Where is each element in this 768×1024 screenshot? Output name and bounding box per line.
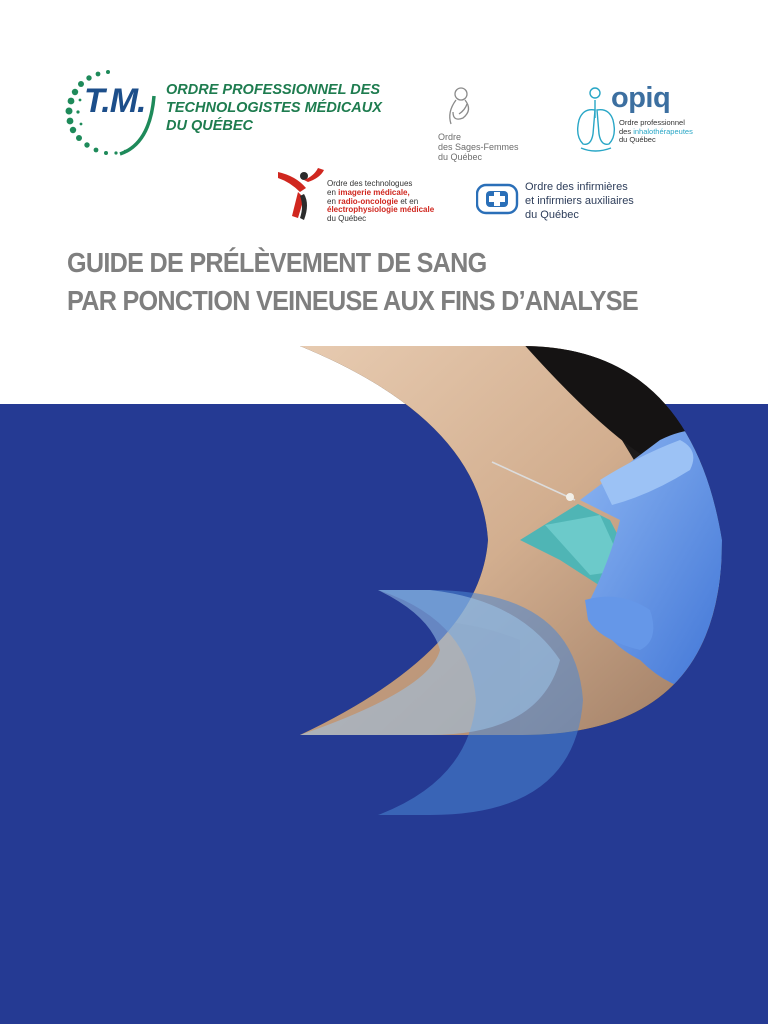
- opiq-wordmark: opiq: [611, 82, 671, 114]
- otimro-line-5: du Québec: [327, 214, 367, 224]
- otimro-line-3-prefix: en: [327, 196, 339, 206]
- oiiaq-line-2: et infirmiers auxiliaires: [525, 195, 634, 207]
- tm-line-3: DU QUÉBEC: [166, 118, 254, 134]
- tm-line-1: ORDRE PROFESSIONNEL DES: [166, 82, 381, 98]
- oiiaq-line-3: du Québec: [525, 209, 579, 221]
- sf-line-2: des Sages-Femmes: [438, 142, 519, 152]
- otimro-line-2-accent: imagerie médicale,: [338, 187, 410, 197]
- sf-line-1: Ordre: [438, 132, 462, 142]
- otimro-line-2-prefix: en: [327, 187, 339, 197]
- otimro-line-1: Ordre des technologues: [327, 179, 413, 188]
- opiq-line-2-highlight: inhalothérapeutes: [633, 126, 693, 136]
- title-line-2: PAR PONCTION VEINEUSE AUX FINS D’ANALYSE: [67, 285, 638, 316]
- oiiaq-line-1: Ordre des infirmières: [525, 181, 628, 193]
- tm-letters: T.M.: [84, 82, 146, 120]
- opiq-line-3: du Québec: [619, 135, 656, 144]
- opiq-line-1: Ordre professionnel: [619, 118, 685, 127]
- sf-line-3: du Québec: [438, 152, 483, 162]
- title-line-1: GUIDE DE PRÉLÈVEMENT DE SANG: [67, 247, 487, 278]
- otimro-line-4: électrophysiologie médicale: [327, 205, 435, 215]
- opiq-line-2-prefix: des: [619, 126, 634, 136]
- tm-line-2: TECHNOLOGISTES MÉDICAUX: [166, 100, 382, 116]
- otimro-line-3-suffix: et en: [398, 196, 419, 206]
- otimro-line-3-accent: radio-oncologie: [338, 196, 399, 206]
